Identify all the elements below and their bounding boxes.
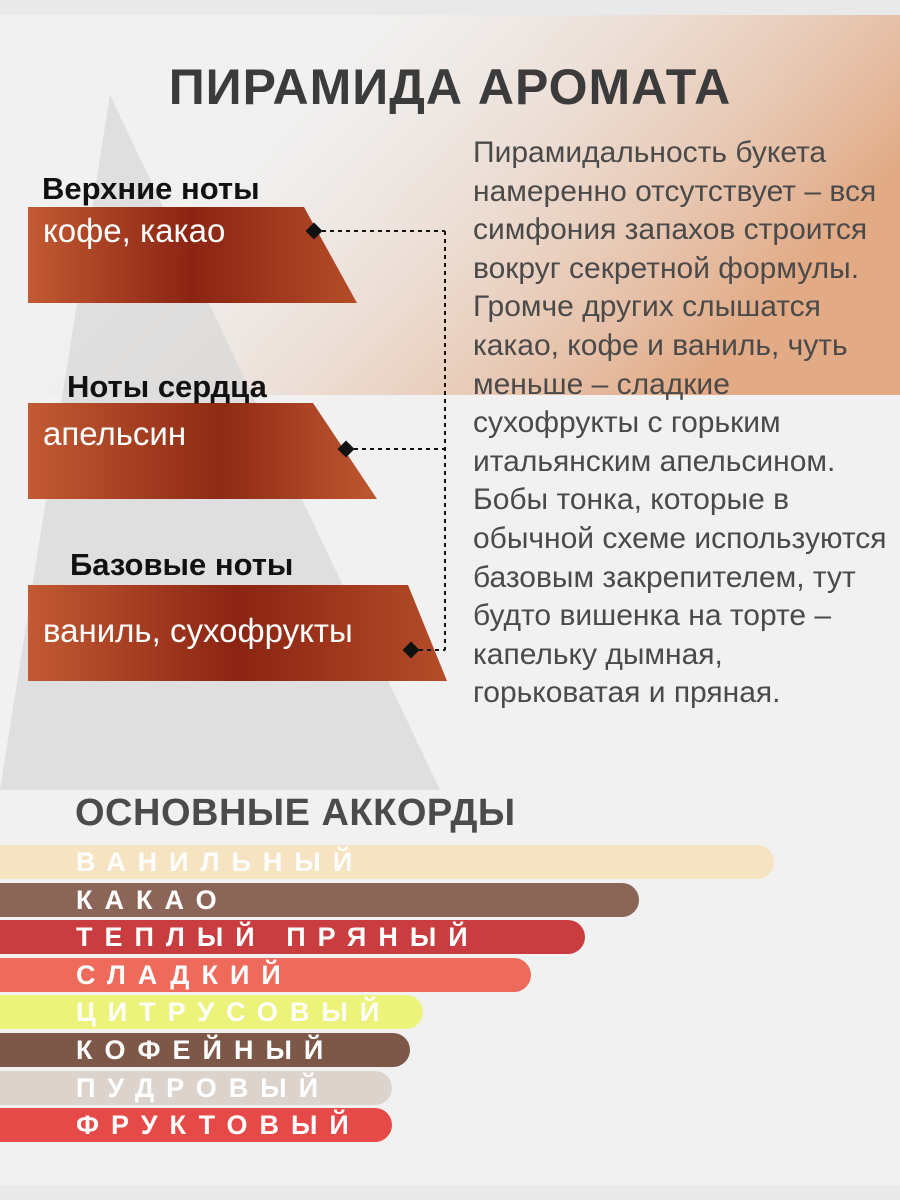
accord-label: ЦИТРУСОВЫЙ	[76, 997, 392, 1027]
accord-bar-coffee	[0, 1033, 410, 1067]
page-title: ПИРАМИДА АРОМАТА	[168, 59, 732, 115]
accords-title: ОСНОВНЫЕ АККОРДЫ	[75, 792, 516, 834]
accord-bar-citrus	[0, 995, 423, 1029]
accord-bar-powdery	[0, 1071, 392, 1105]
tier-heart-notes: апельсин	[43, 415, 187, 452]
accord-bar-sweet	[0, 958, 531, 992]
accord-label: СЛАДКИЙ	[76, 960, 293, 990]
accord-label: КОФЕЙНЫЙ	[76, 1035, 336, 1065]
tier-base-notes: ваниль, сухофрукты	[43, 612, 353, 649]
accord-bar-fruity	[0, 1108, 392, 1142]
tier-heart-label: Ноты сердца	[67, 369, 267, 404]
accord-bar-vanilla	[0, 845, 774, 879]
accord-label: КАКАО	[76, 885, 229, 915]
tier-top-label: Верхние ноты	[42, 171, 260, 206]
tier-base-label: Базовые ноты	[70, 547, 294, 582]
accord-label: ВАНИЛЬНЫЙ	[76, 847, 365, 877]
accord-label: ПУДРОВЫЙ	[76, 1073, 331, 1103]
accord-label: ФРУКТОВЫЙ	[76, 1110, 361, 1140]
description-text: Пирамидальность букета намеренно отсутствует – вся симфония запахов строится вокруг секретной формулы. Громче других слышатся какао, кофе и ваниль, чуть меньше – сладкие сухофрукты с горьким итальянским апельсином. Бобы тонка, которые в обычной схеме используются базовым закрепителем, тут будто вишенка на торте – капельку дымная, горьковатая и пряная.	[473, 136, 887, 710]
accord-bar-cocoa	[0, 883, 639, 917]
tier-top-notes: кофе, какао	[43, 212, 226, 249]
accord-bar-warm-spicy	[0, 920, 585, 954]
accord-label: ТЕПЛЫЙ ПРЯНЫЙ	[76, 922, 480, 952]
